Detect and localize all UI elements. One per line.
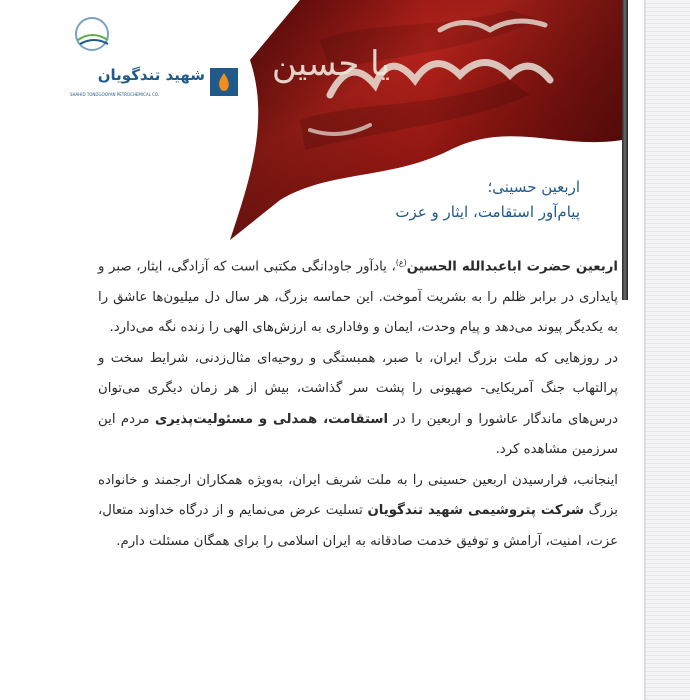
paragraph-3 (98, 466, 618, 558)
p1-rest: ، یادآور جاودانگی مکتبی است که آزادگی، ایثار، صبر و پایداری در برابر ظلم را به بشریت آموخت. این حماسه بزرگ، هر سال دل میلیون‌ها عاشق را به یکدیگر پیوند می‌دهد و پیام وحدت، ایمان و وفاداری به ارزش‌های الهی را زنده نگه می‌دارد. (98, 259, 618, 336)
brand-subline: SHAHID TONDGOOYAN PETROCHEMICAL CO. (70, 92, 160, 97)
flag-inscription: یا حسین (271, 44, 390, 84)
p3-a: اینجانب، فرارسیدن اربعین حسینی را به ملت شریف ایران، به‌ویژه همکاران ارجمند و خانواده بزرگ (98, 472, 619, 519)
brand-name: شهید تندگویان (97, 66, 205, 84)
emblem-icon (70, 14, 130, 54)
flag-pole (622, 0, 628, 300)
heading-block (280, 175, 580, 225)
side-rail (646, 0, 690, 700)
body-text (98, 248, 618, 557)
p3-bold: شرکت پتروشیمی شهید تندگویان (367, 503, 585, 519)
p2-a: در روزهایی که ملت بزرگ ایران، با صبر، همبستگی و روحیه‌ای مثال‌زدنی، شرایط سخت و پرالتهاب جنگ آمریکایی- صهیونی را پشت سر گذاشت، بیش از هر زمان دیگری می‌توان درس‌های ماندگار عاشورا و اربعین را در (98, 350, 618, 427)
p2-bold: استقامت، همدلی و مسئولیت‌پذیری (154, 411, 389, 427)
p1-bold: اربعین حضرت اباعبدالله الحسین (406, 259, 618, 275)
paragraph-2 (98, 344, 618, 466)
heading-line-1: اربعین حسینی؛ (487, 178, 580, 196)
heading-line-2: پیام‌آور استقامت، ایثار و عزت (395, 203, 580, 221)
p3-c: تسلیت عرض می‌نمایم و از درگاه خداوند متعال، عزت، امنیت، آرامش و توفیق خدمت صادقانه به ایران اسلامی را برای همگان مسئلت دارم. (98, 503, 618, 549)
p2-c: مردم این سرزمین مشاهده کرد. (98, 411, 618, 458)
p1-sup: (ع) (395, 258, 407, 267)
company-logo (70, 14, 245, 97)
flame-icon (210, 68, 238, 96)
paragraph-1 (98, 248, 618, 344)
